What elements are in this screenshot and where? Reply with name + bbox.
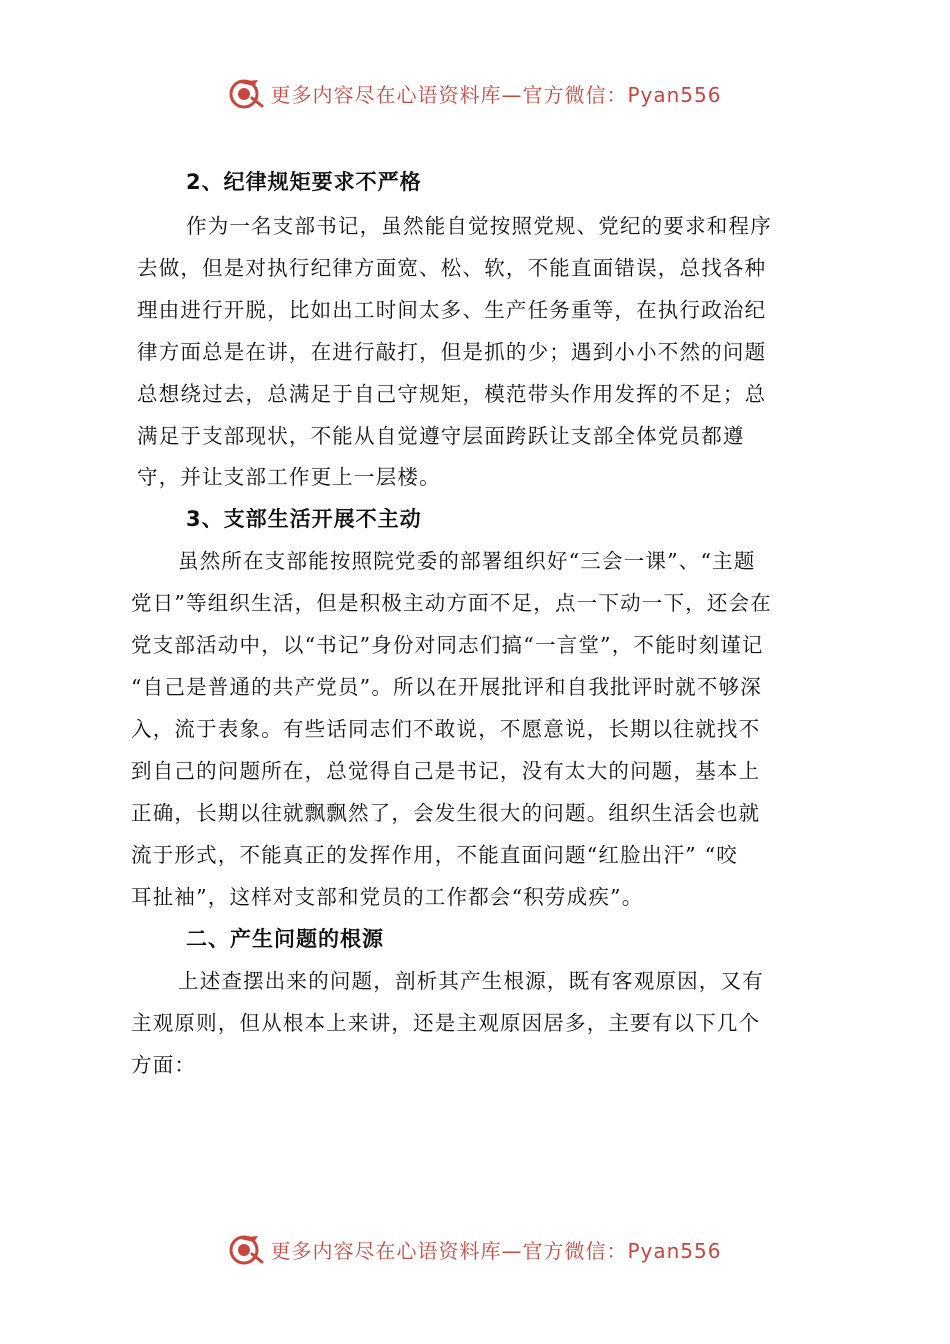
footer-banner-text: 更多内容尽在心语资料库—官方微信：Pyan556 [270, 1238, 722, 1263]
paragraph-line: 作为一名支部书记，虽然能自觉按照党规、党纪的要求和程序 [186, 214, 772, 238]
seal-logo-icon [228, 1232, 264, 1266]
paragraph-line: “自己是普通的共产党员”。所以在开展批评和自我批评时就不够深 [131, 675, 762, 699]
paragraph-line: 党日”等组织生活，但是积极主动方面不足，点一下动一下，还会在 [131, 591, 772, 615]
paragraph-line: 方面： [131, 1053, 197, 1077]
paragraph-line: 律方面总是在讲，在进行敲打，但是抓的少；遇到小小不然的问题 [137, 340, 767, 364]
paragraph-line: 到自己的问题所在，总觉得自己是书记，没有太大的问题，基本上 [131, 759, 761, 783]
paragraph-line: 上述查摆出来的问题，剖析其产生根源，既有客观原因，又有 [178, 969, 764, 993]
paragraph-line: 耳扯袖”，这样对支部和党员的工作都会“积劳成疾”。 [131, 885, 644, 909]
paragraph-line: 满足于支部现状，不能从自觉遵守层面跨跃让支部全体党员都遵 [137, 424, 745, 448]
header-banner [0, 76, 950, 110]
seal-logo-icon [228, 76, 264, 110]
paragraph-line: 主观原则，但从根本上来讲，还是主观原因居多，主要有以下几个 [131, 1011, 761, 1035]
paragraph-line: 入，流于表象。有些话同志们不敢说，不愿意说，长期以往就找不 [131, 717, 761, 741]
paragraph-line: 理由进行开脱，比如出工时间太多、生产任务重等，在执行政治纪 [137, 298, 767, 322]
header-banner-text: 更多内容尽在心语资料库—官方微信：Pyan556 [270, 82, 722, 107]
section-2-heading: 2、纪律规矩要求不严格 [186, 170, 422, 194]
paragraph-line: 守，并让支部工作更上一层楼。 [137, 465, 441, 489]
footer-banner [0, 1232, 950, 1266]
paragraph-line: 去做，但是对执行纪律方面宽、松、软，不能直面错误，总找各种 [137, 256, 767, 280]
root-cause-heading: 二、产生问题的根源 [186, 927, 384, 951]
paragraph-line: 正确，长期以往就飘飘然了，会发生很大的问题。组织生活会也就 [131, 801, 761, 825]
paragraph-line: 虽然所在支部能按照院党委的部署组织好“三会一课”、“主题 [178, 549, 756, 573]
paragraph-line: 流于形式，不能真正的发挥作用，不能直面问题“红脸出汗” “咬 [131, 843, 738, 867]
paragraph-line: 总想绕过去，总满足于自己守规矩，模范带头作用发挥的不足；总 [137, 382, 767, 406]
paragraph-line: 党支部活动中，以“书记”身份对同志们搞“一言堂”，不能时刻谨记 [131, 633, 764, 657]
section-3-heading: 3、支部生活开展不主动 [186, 507, 422, 531]
